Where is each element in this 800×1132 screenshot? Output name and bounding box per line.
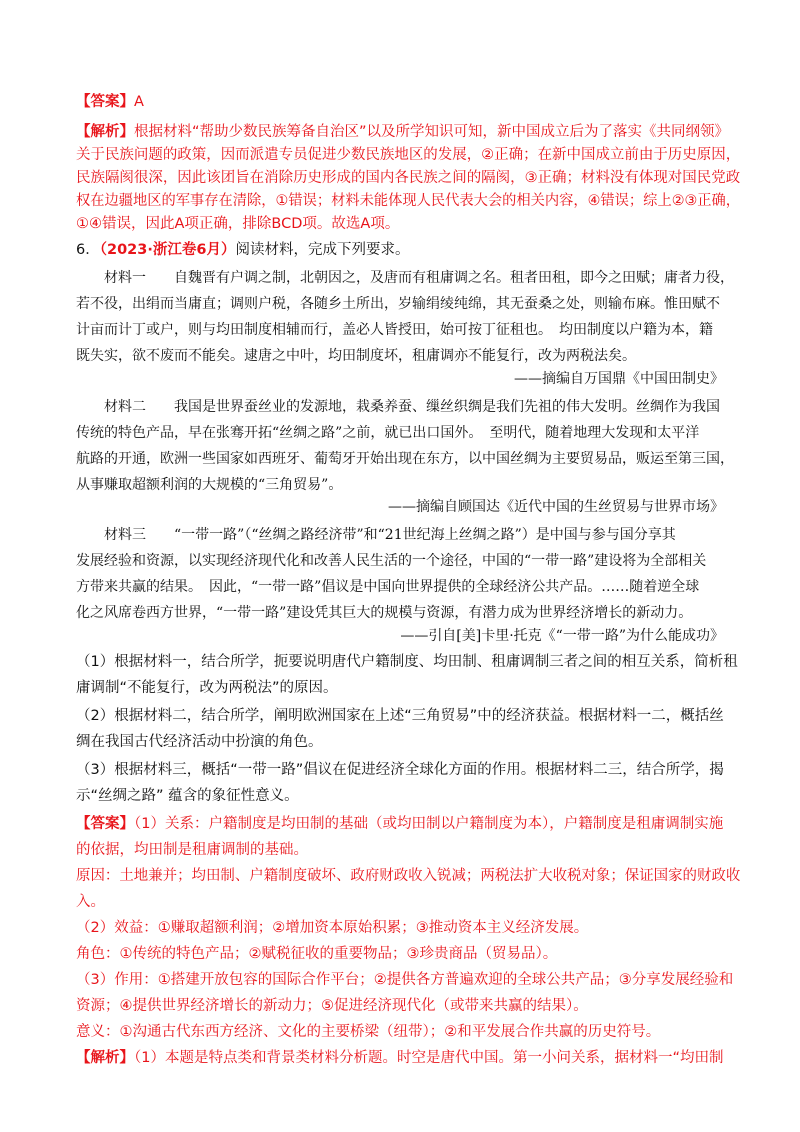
q5-analysis-line-4: 权在边疆地区的军事存在清除，①错误；材料未能体现人民代表大会的相关内容，④错误；综上②③正确， <box>76 193 741 209</box>
q6-answer-line-8: 资源；④提供世界经济增长的新动力；⑤促进经济现代化（或带来共赢的结果）。 <box>76 998 588 1014</box>
answer-tag: 【答案】 <box>76 94 134 110</box>
answer-tag: 【答案】 <box>76 816 134 832</box>
q6-answer-line-2: 的依据，均田制是租庸调制的基础。 <box>76 842 308 858</box>
q5-analysis-line-2: 关于民族问题的政策，因而派遣专员促进少数民族地区的发展，②正确；在新中国成立前由于历史原因， <box>76 147 741 163</box>
question-3-line-1: （3）根据材料三，概括“一带一路”倡议在促进经济全球化方面的作用。根据材料二三，结合所学，揭 <box>76 762 724 778</box>
question-3-line-2: 示“丝绸之路” 蕴含的象征性意义。 <box>76 788 299 804</box>
q6-analysis-line-1: 【解析】（1）本题是特点类和背景类材料分析题。时空是唐代中国。第一小问关系，据材料一“均田制 <box>76 1050 724 1066</box>
material3-citation: ——引自[美]卡里·托克《“一带一路”为什么能成功》 <box>400 628 724 644</box>
material2-line-1: 材料二 我国是世界蚕丝业的发源地，栽桑养蚕、缫丝织绸是我们先祖的伟大发明。丝绸作为我国 <box>104 399 720 415</box>
material1-line-3: 计亩而计丁或户，则与均田制度相辅而行，盖必人皆授田，始可按丁征租也。 均田制度以户籍为本，籍 <box>76 322 713 338</box>
material2-line-4: 从事赚取超额利润的大规模的“三角贸易”。 <box>76 477 343 493</box>
q5-answer-line <box>76 92 144 112</box>
material2-line-2: 传统的特色产品，早在张骞开拓“丝绸之路”之前，就已出口国外。 至明代，随着地理大发现和太平洋 <box>76 425 700 441</box>
material3-line-3: 方带来共赢的结果。 因此，“一带一路”倡议是中国向世界提供的全球经济公共产品。……随着逆全球 <box>76 579 700 595</box>
q6-answer-line-5: （2）效益：①赚取超额利润；②增加资本原始积累；③推动资本主义经济发展。 <box>76 920 589 936</box>
q6-answer-line-1: 【答案】（1）关系：户籍制度是均田制的基础（或均田制以户籍制度为本），户籍制度是租庸调制实施 <box>76 816 724 832</box>
q6-answer-line-4: 入。 <box>76 894 105 910</box>
q6-answer-line-7: （3）作用：①搭建开放包容的国际合作平台；②提供各方普遍欢迎的全球公共产品；③分享发展经验和 <box>76 972 734 988</box>
material3-line-4: 化之风席卷西方世界，“一带一路”建设凭其巨大的规模与资源，有潜力成为世界经济增长的新动力。 <box>76 605 693 621</box>
q6-header <box>76 240 409 260</box>
material1-line-2: 若不役，出绢而当庸直；调则户税，各随乡土所出，岁输绢绫纯绵，其无蚕桑之处，则输布麻。惟田赋不 <box>76 296 720 312</box>
question-2-line-2: 绸在我国古代经济活动中扮演的角色。 <box>76 734 323 750</box>
question-prompt: 阅读材料，完成下列要求。 <box>235 242 410 258</box>
material2-citation: ——摘编自顾国达《近代中国的生丝贸易与世界市场》 <box>388 499 724 515</box>
question-2-line-1: （2）根据材料二，结合所学，阐明欧洲国家在上述“三角贸易”中的经济获益。根据材料一二，概括丝 <box>76 708 724 724</box>
q5-analysis-line-3: 民族隔阂很深，因此该团旨在消除历史形成的国内各民族之间的隔阂，③正确；材料没有体现对国民党政 <box>76 170 741 186</box>
question-source: （2023·浙江卷6月） <box>99 242 236 258</box>
material1-line-1: 材料一 自魏晋有户调之制，北朝因之，及唐而有租庸调之名。租者田租，即今之田赋；庸者力役， <box>104 270 734 286</box>
q5-analysis-line-1: 【解析】根据材料“帮助少数民族筹备自治区”以及所学知识可知，新中国成立后为了落实《共同纲领》 <box>76 124 730 140</box>
analysis-tag: 【解析】 <box>76 124 134 140</box>
q6-answer-line-6: 角色：①传统的特色产品；②赋税征收的重要物品；③珍贵商品（贸易品）。 <box>76 946 558 962</box>
material1-line-4: 既失实，欲不废而不能矣。逮唐之中叶，均田制度坏，租庸调亦不能复行，改为两税法矣。 <box>76 348 636 364</box>
material2-line-3: 航路的开通，欧洲一些国家如西班牙、葡萄牙开始出现在东方，以中国丝绸为主要贸易品，贩运至第三国， <box>76 451 734 467</box>
q6-answer-line-3: 原因：土地兼并；均田制、户籍制度破坏、政府财政收入锐减；两税法扩大收税对象；保证国家的财政收 <box>76 868 741 884</box>
q5-analysis-line-5: ①④错误，因此A项正确，排除BCD项。故选A项。 <box>76 216 400 232</box>
answer-value: A <box>134 94 144 110</box>
material3-line-1: 材料三 “一带一路”（“丝绸之路经济带”和“21世纪海上丝绸之路”）是中国与参与国分享其 <box>104 527 676 543</box>
question-1-line-2: 庸调制“不能复行，改为两税法”的原因。 <box>76 680 338 696</box>
q6-answer-line-9: 意义：①沟通古代东西方经济、文化的主要桥梁（纽带）；②和平发展合作共赢的历史符号。 <box>76 1024 661 1040</box>
question-number: 6． <box>76 242 100 258</box>
question-1-line-1: （1）根据材料一，结合所学，扼要说明唐代户籍制度、均田制、租庸调制三者之间的相互关系，简析租 <box>76 654 738 670</box>
material3-line-2: 发展经验和资源，以实现经济现代化和改善人民生活的一个途径，中国的“一带一路”建设将为全部相关 <box>76 553 707 569</box>
analysis-tag: 【解析】 <box>76 1050 134 1066</box>
material1-citation: ——摘编自万国鼎《中国田制史》 <box>514 371 724 387</box>
